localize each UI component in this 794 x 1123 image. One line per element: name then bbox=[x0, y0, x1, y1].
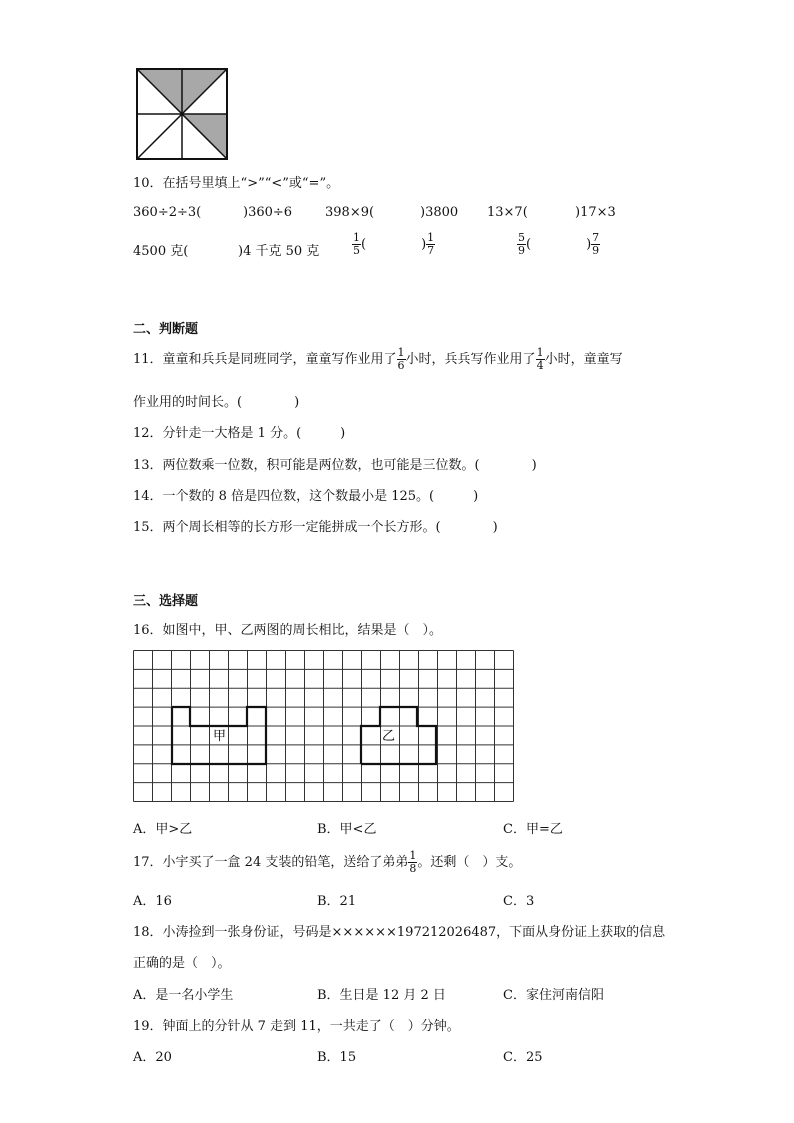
q19-option-a[interactable]: A．20 bbox=[133, 1050, 172, 1065]
q18-option-c[interactable]: C．家住河南信阳 bbox=[503, 988, 604, 1003]
q10-title: 10．在括号里填上“>”“<”或“=”。 bbox=[133, 176, 340, 191]
fraction: $\frac{7}{9}$ bbox=[592, 231, 600, 257]
q10-frac-compare-1: $\frac{1}{5}$ ( ) $\frac{1}{7}$ bbox=[353, 231, 435, 257]
q10-row1-item1a: 360÷2÷3( bbox=[133, 205, 202, 220]
q10-row1-item1b: )360÷6 bbox=[243, 205, 293, 220]
fraction: $\frac{1}{5}$ bbox=[353, 231, 360, 257]
q18-option-a[interactable]: A．是一名小学生 bbox=[133, 988, 234, 1003]
q17-option-a[interactable]: A．16 bbox=[133, 894, 172, 909]
q18-line1: 18．小涛捡到一张身份证，号码是××××××197212026487，下面从身份证上获取的信息 bbox=[133, 925, 666, 940]
q17-option-b[interactable]: B．21 bbox=[317, 894, 357, 909]
q10-frac-compare-2: $\frac{5}{9}$ ( ) $\frac{7}{9}$ bbox=[518, 231, 600, 257]
q17-option-c[interactable]: C．3 bbox=[503, 894, 535, 909]
q16-option-a[interactable]: A．甲>乙 bbox=[133, 822, 193, 837]
q16: 16．如图中，甲、乙两图的周长相比，结果是（ ）。 bbox=[133, 623, 443, 638]
q19-option-b[interactable]: B．15 bbox=[317, 1050, 357, 1065]
q11-line2: 作业用的时间长。( ) bbox=[133, 395, 300, 410]
q10-row1-item2b: )3800 bbox=[420, 205, 459, 220]
q10-row1-item3b: )17×3 bbox=[575, 205, 616, 220]
q12: 12．分针走一大格是 1 分。( ) bbox=[133, 426, 346, 441]
q19: 19．钟面上的分针从 7 走到 11，一共走了（ ）分钟。 bbox=[133, 1019, 460, 1034]
fraction: $\frac{1}{8}$ bbox=[409, 849, 417, 875]
q10-row1-item3a: 13×7( bbox=[487, 205, 528, 220]
q18-line2: 正确的是（ ）。 bbox=[133, 956, 231, 971]
label-yi: 乙 bbox=[382, 729, 396, 744]
fraction: $\frac{1}{6}$ bbox=[397, 346, 405, 372]
fraction: $\frac{1}{7}$ bbox=[427, 231, 435, 257]
square-figure bbox=[136, 68, 228, 160]
section3-title: 三、选择题 bbox=[133, 594, 199, 609]
fraction: $\frac{5}{9}$ bbox=[518, 231, 525, 257]
q13: 13．两位数乘一位数，积可能是两位数，也可能是三位数。( ) bbox=[133, 458, 537, 473]
shape-yi-outline bbox=[361, 707, 436, 764]
q16-grid-figure bbox=[133, 650, 514, 802]
q10-row1-item2a: 398×9( bbox=[325, 205, 375, 220]
q18-option-b[interactable]: B．生日是 12 月 2 日 bbox=[317, 988, 446, 1003]
label-jia: 甲 bbox=[213, 729, 227, 744]
q10-row2-item1a: 4500 克( bbox=[133, 244, 189, 259]
q16-option-c[interactable]: C．甲=乙 bbox=[503, 822, 563, 837]
q19-option-c[interactable]: C．25 bbox=[503, 1050, 543, 1065]
section2-title: 二、判断题 bbox=[133, 322, 199, 337]
fraction: $\frac{1}{4}$ bbox=[536, 346, 544, 372]
q17: 17．小宇买了一盒 24 支装的铅笔，送给了弟弟 $\frac{1}{8}$ 。还剩（ ）支。 bbox=[133, 849, 522, 875]
q14: 14．一个数的 8 倍是四位数，这个数最小是 125。( ) bbox=[133, 489, 479, 504]
q11-line1: 11．童童和兵兵是同班同学，童童写作业用了 $\frac{1}{6}$ 小时，兵兵写作业用了 $\frac{1}{4}$ 小时，童童写 bbox=[133, 346, 623, 372]
q16-option-b[interactable]: B．甲<乙 bbox=[317, 822, 377, 837]
q15: 15．两个周长相等的长方形一定能拼成一个长方形。( ) bbox=[133, 520, 498, 535]
q10-row2-item1b: )4 千克 50 克 bbox=[238, 244, 320, 259]
